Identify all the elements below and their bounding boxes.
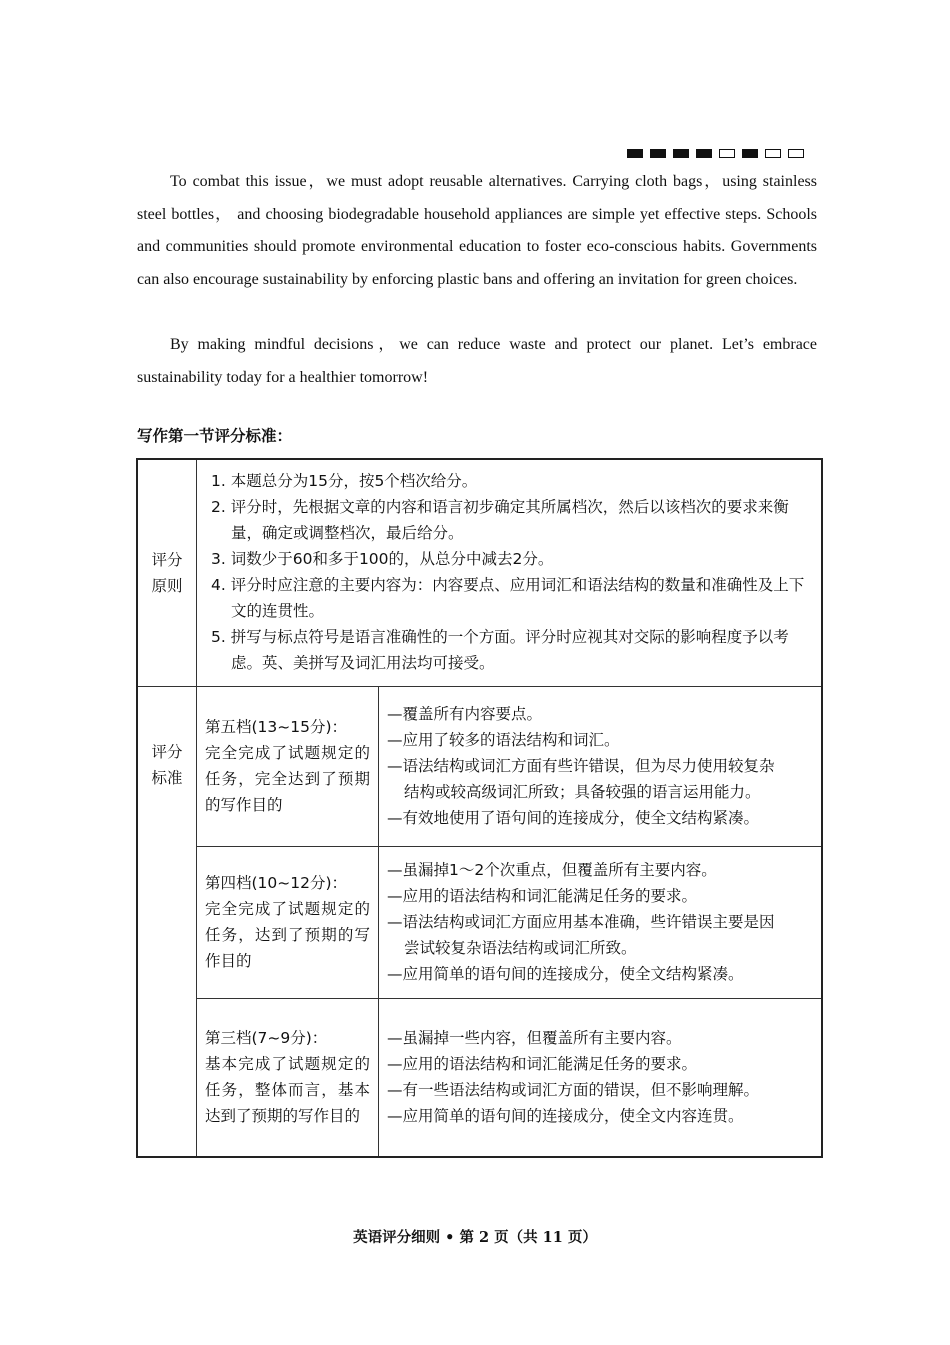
marker-square <box>696 149 712 158</box>
criterion-point: —应用的语法结构和词汇能满足任务的要求。 <box>387 887 698 905</box>
essay-paragraph-2: By making mindful decisions，we can reduce waste and protect our planet. Let’s embrace sustainability today for a healthier tomorrow! <box>137 336 817 386</box>
criterion-point: —应用简单的语句间的连接成分，使全文内容连贯。 <box>387 1107 744 1126</box>
principle-item: 5. 拼写与标点符号是语言准确性的一个方面。评分时应视其对交际的影响程度予以考虑。英、美拼写及词汇用法均可接受。 <box>211 627 789 672</box>
principles-row <box>137 459 822 686</box>
marker-square <box>788 149 804 158</box>
level-row <box>137 846 822 998</box>
principle-item: 4. 评分时应注意的主要内容为：内容要点、应用词汇和语法结构的数量和准确性及上下文的连贯性。 <box>211 575 805 620</box>
criterion-point: —有效地使用了语句间的连接成分，使全文结构紧凑。 <box>387 809 760 827</box>
essay-paragraph-1: To combat this issue，we must adopt reusable alternatives. Carrying cloth bags，using stainless steel bottles， and choosing biodegradable household appliances are simple yet effective steps. Schools and communities should promote environmental education to foster eco-conscious habits. Governments can also encourage sustainability by enforcing plastic bans and offering an invitation for green choices. <box>137 173 818 288</box>
marker-square <box>742 149 758 158</box>
criteria-label <box>137 686 197 1157</box>
marker-square <box>673 149 689 158</box>
label-line: 标准 <box>151 768 183 787</box>
principles-list <box>197 459 823 686</box>
criterion-point: 结构或较高级词汇所致；具备较强的语言运用能力。 <box>404 783 761 801</box>
level-3-points <box>379 998 823 1157</box>
criterion-point: —应用简单的语句间的连接成分，使全文结构紧凑。 <box>387 965 744 983</box>
criterion-point: —语法结构或词汇方面有些许错误，但为尽力使用较复杂 <box>387 757 775 775</box>
principles-label <box>137 459 197 686</box>
marker-square <box>650 149 666 158</box>
principle-item: 1. 本题总分为15分，按5个档次给分。 <box>211 471 478 490</box>
criterion-point: —有一些语法结构或词汇方面的错误，但不影响理解。 <box>387 1081 760 1100</box>
marker-square <box>765 149 781 158</box>
label-line: 原则 <box>151 576 183 595</box>
level-3-summary <box>197 998 379 1157</box>
criterion-point: —应用了较多的语法结构和词汇。 <box>387 731 620 749</box>
scoring-table <box>136 458 823 1158</box>
criterion-point: —覆盖所有内容要点。 <box>387 705 543 723</box>
marker-square <box>627 149 643 158</box>
level-title: 第四档(10~12分)： <box>205 874 348 892</box>
level-4-summary <box>197 846 379 998</box>
marker-square <box>719 149 735 158</box>
level-5-summary <box>197 686 379 846</box>
level-summary: 完全完成了试题规定的任务，完全达到了预期的写作目的 <box>205 744 370 814</box>
level-summary: 完全完成了试题规定的任务，达到了预期的写作目的 <box>205 900 370 970</box>
criterion-point: —应用的语法结构和词汇能满足任务的要求。 <box>387 1055 698 1074</box>
level-row <box>137 686 822 846</box>
level-title: 第五档(13~15分)： <box>205 718 348 736</box>
page-marker-squares <box>627 149 804 158</box>
label-line: 评分 <box>151 550 183 569</box>
page-footer: 英语评分细则 • 第 2 页（共 11 页） <box>353 1229 597 1246</box>
principle-item: 3. 词数少于60和多于100的，从总分中减去2分。 <box>211 549 554 568</box>
criterion-point: 尝试较复杂语法结构或词汇所致。 <box>404 939 637 957</box>
label-line: 评分 <box>151 742 183 761</box>
level-row <box>137 998 822 1157</box>
criterion-point: —虽漏掉1～2个次重点，但覆盖所有主要内容。 <box>387 861 717 879</box>
level-title: 第三档(7~9分)： <box>205 1029 328 1048</box>
section-title: 写作第一节评分标准： <box>137 427 293 445</box>
level-5-points <box>379 686 823 846</box>
criterion-point: —虽漏掉一些内容，但覆盖所有主要内容。 <box>387 1029 682 1048</box>
principle-item: 2. 评分时，先根据文章的内容和语言初步确定其所属档次，然后以该档次的要求来衡量，确定或调整档次，最后给分。 <box>211 497 789 542</box>
criterion-point: —语法结构或词汇方面应用基本准确，些许错误主要是因 <box>387 913 775 931</box>
level-4-points <box>379 846 823 998</box>
level-summary: 基本完成了试题规定的任务，整体而言，基本达到了预期的写作目的 <box>205 1055 370 1126</box>
